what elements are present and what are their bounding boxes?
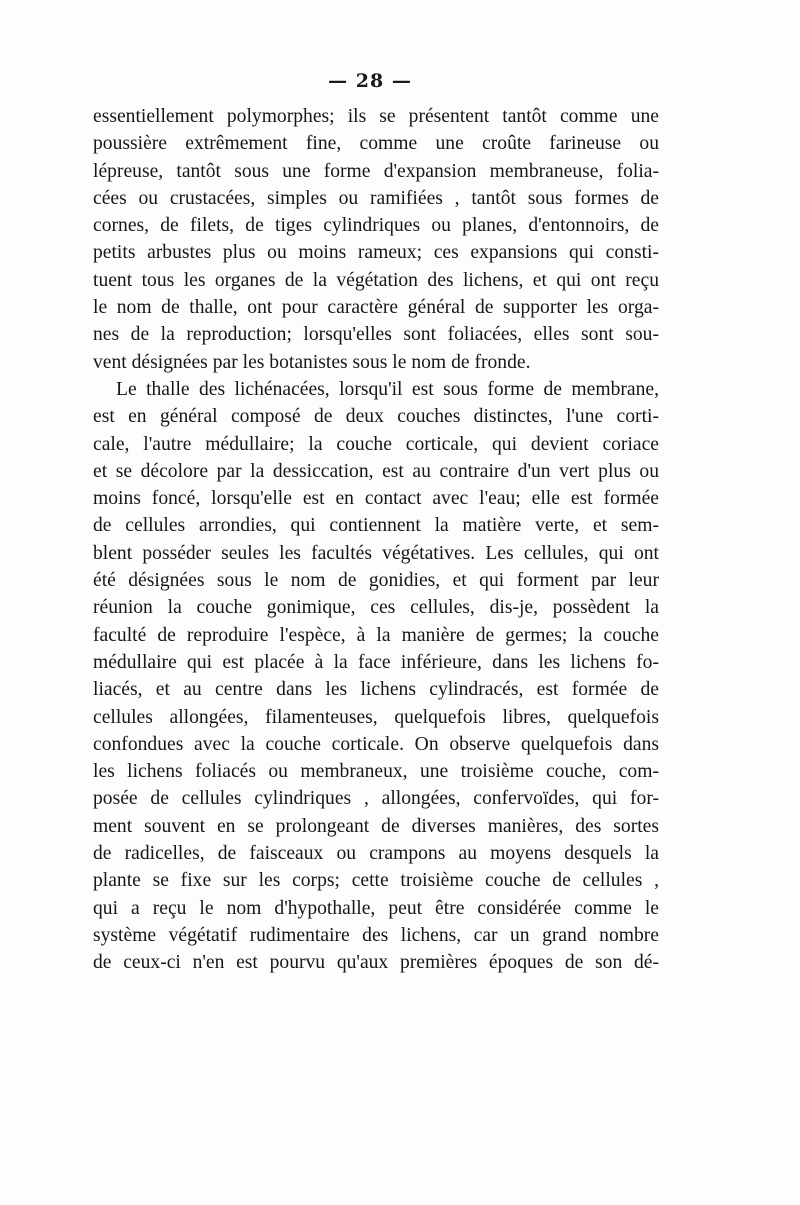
text-line: poussière extrêmement fine, comme une croûte farineuse ou	[93, 133, 659, 155]
text-line: faculté de reproduire l'espèce, à la manière de germes; la couche	[93, 624, 659, 646]
text-line: ment souvent en se prolongeant de diverses manières, des sortes	[93, 815, 659, 837]
page-number: — 28 —	[328, 70, 412, 92]
text-line: réunion la couche gonimique, ces cellules, dis-je, possèdent la	[93, 597, 659, 619]
text-line: cellules allongées, filamenteuses, quelquefois libres, quelquefois	[93, 706, 659, 728]
text-line: moins foncé, lorsqu'elle est en contact avec l'eau; elle est formée	[93, 488, 659, 510]
text-line: les lichens foliacés ou membraneux, une troisième couche, com-	[93, 761, 659, 783]
text-line: plante se fixe sur les corps; cette troisième couche de cellules ,	[93, 870, 659, 892]
text-line: de radicelles, de faisceaux ou crampons au moyens desquels la	[93, 843, 659, 865]
text-line: blent posséder seules les facultés végétatives. Les cellules, qui ont	[93, 542, 659, 564]
text-line: de cellules arrondies, qui contiennent la matière verte, et sem-	[93, 515, 659, 537]
body-text	[93, 103, 659, 977]
text-line: est en général composé de deux couches distinctes, l'une corti-	[93, 406, 659, 428]
text-line: cale, l'autre médullaire; la couche corticale, qui devient coriace	[93, 433, 659, 455]
text-line: lépreuse, tantôt sous une forme d'expansion membraneuse, folia-	[93, 160, 659, 182]
text-line: posée de cellules cylindriques , allongées, confervoïdes, qui for-	[93, 788, 659, 810]
text-line: été désignées sous le nom de gonidies, et qui forment par leur	[93, 570, 659, 592]
text-line: tuent tous les organes de la végétation des lichens, et qui ont reçu	[93, 269, 659, 291]
text-line: nes de la reproduction; lorsqu'elles sont foliacées, elles sont sou-	[93, 324, 659, 346]
text-line: qui a reçu le nom d'hypothalle, peut être considérée comme le	[93, 897, 659, 919]
text-line: vent désignées par les botanistes sous le nom de fronde.	[93, 351, 531, 373]
text-line: le nom de thalle, ont pour caractère général de supporter les orga-	[93, 297, 659, 319]
text-line: médullaire qui est placée à la face inférieure, dans les lichens fo-	[93, 651, 659, 673]
text-line: essentiellement polymorphes; ils se présentent tantôt comme une	[93, 106, 659, 127]
text-line: petits arbustes plus ou moins rameux; ces expansions qui consti-	[93, 242, 659, 264]
text-line: cornes, de filets, de tiges cylindriques ou planes, d'entonnoirs, de	[93, 215, 659, 237]
text-line: liacés, et au centre dans les lichens cylindracés, est formée de	[93, 679, 659, 701]
paragraph-start-line: Le thalle des lichénacées, lorsqu'il est sous forme de membrane,	[116, 378, 659, 400]
text-line: système végétatif rudimentaire des lichens, car un grand nombre	[93, 924, 659, 946]
text-line: de ceux-ci n'en est pourvu qu'aux premières époques de son dé-	[93, 952, 659, 974]
text-line: confondues avec la couche corticale. On observe quelquefois dans	[93, 733, 659, 755]
text-line: et se décolore par la dessiccation, est au contraire d'un vert plus ou	[93, 460, 659, 482]
text-line: cées ou crustacées, simples ou ramifiées , tantôt sous formes de	[93, 187, 659, 209]
